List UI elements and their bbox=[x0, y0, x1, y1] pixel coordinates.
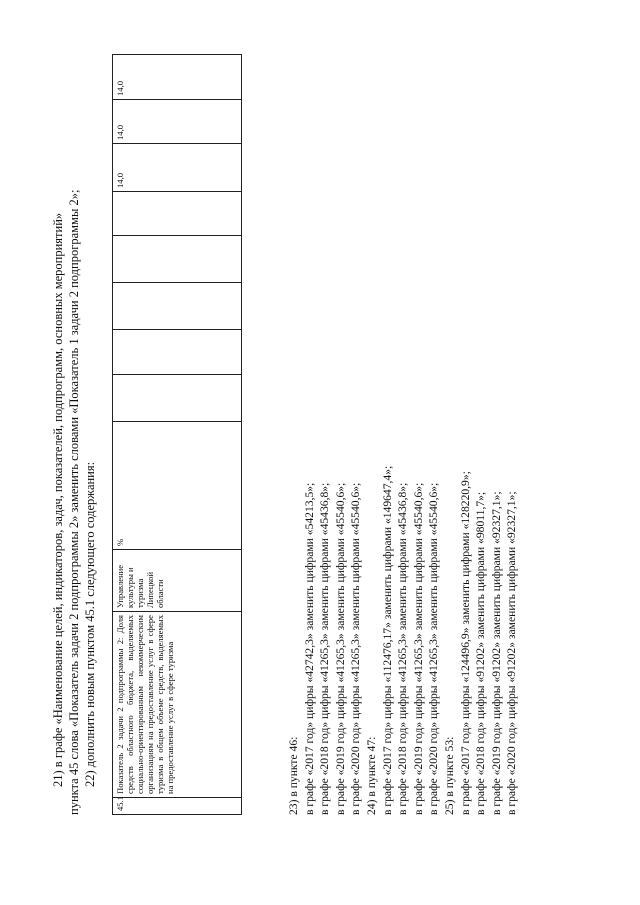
indicator-text-cell: Показатель 2 задачи 2 подпрограммы 2: Доля средств областного бюджета, выделяемых социально-ориентированным некоммерческим организациям на предоставление услуг в сфере туризма в общем объеме средств, выделяемых на предоставление услуг в сфере туризма bbox=[113, 612, 242, 798]
table-row bbox=[113, 55, 242, 815]
list-item: в графе «2017 год» цифры «42742,3» заменить цифрами «54213,5»; bbox=[302, 482, 316, 815]
list-item: в графе «2017 год» цифры «124496,9» заменить цифрами «128220,9»; bbox=[458, 471, 472, 815]
value-cell: 14,0 bbox=[113, 55, 242, 100]
intro-line-3: 22) дополнить новым пунктом 45.1 следующего содержания: bbox=[83, 461, 97, 787]
rotated-document-page bbox=[50, 55, 640, 815]
list-item: 24) в пункте 47: bbox=[364, 736, 378, 815]
list-item: в графе «2020 год» цифры «41265,3» заменить цифрами «45540,6»; bbox=[349, 482, 363, 815]
value-cell: 14,0 bbox=[113, 144, 242, 192]
list-item: в графе «2019 год» цифры «91202» заменить цифрами «92327,1»; bbox=[489, 491, 503, 815]
list-item: 25) в пункте 53: bbox=[442, 736, 456, 815]
row-number-cell: 45.1 bbox=[113, 798, 242, 815]
indicator-table bbox=[112, 54, 242, 815]
list-item: в графе «2019 год» цифры «41265,3» заменить цифрами «45540,6»; bbox=[411, 482, 425, 815]
list-item: в графе «2020 год» цифры «41265,3» заменить цифрами «45540,6»; bbox=[427, 482, 441, 815]
unit-cell: % bbox=[113, 422, 242, 550]
value-cell bbox=[113, 330, 242, 375]
amendments-list bbox=[286, 355, 520, 815]
value-cell bbox=[113, 375, 242, 422]
list-item: в графе «2018 год» цифры «91202» заменить цифрами «98011,7»; bbox=[474, 491, 488, 815]
value-cell: 14,0 bbox=[113, 100, 242, 144]
list-item: 23) в пункте 46: bbox=[287, 736, 300, 815]
value-cell bbox=[113, 236, 242, 283]
value-cell bbox=[113, 192, 242, 236]
list-item: в графе «2017 год» цифры «112476,17» заменить цифрами «149647,4»; bbox=[380, 465, 394, 815]
list-item: в графе «2018 год» цифры «41265,3» заменить цифрами «45436,8»; bbox=[318, 482, 332, 815]
list-item: в графе «2018 год» цифры «41265,3» заменить цифрами «45436,8»; bbox=[396, 482, 410, 815]
executor-cell: Управление культуры и туризма Липецкой области bbox=[113, 550, 242, 612]
list-item: в графе «2019 год» цифры «41265,3» заменить цифрами «45540,6»; bbox=[333, 482, 347, 815]
value-cell bbox=[113, 283, 242, 330]
intro-line-2: пункта 45 слова «Показатель задачи 2 подпрограммы 2» заменить словами «Показатель 1 задачи 2 подпрограммы 2»; bbox=[67, 189, 81, 815]
list-item: в графе «2020 год» цифры «91202» заменить цифрами «92327,1»; bbox=[505, 491, 519, 815]
intro-line-1: 21) в графе «Наименование целей, индикаторов, задач, показателей, подпрограмм, основных мероприятий» bbox=[51, 212, 65, 787]
